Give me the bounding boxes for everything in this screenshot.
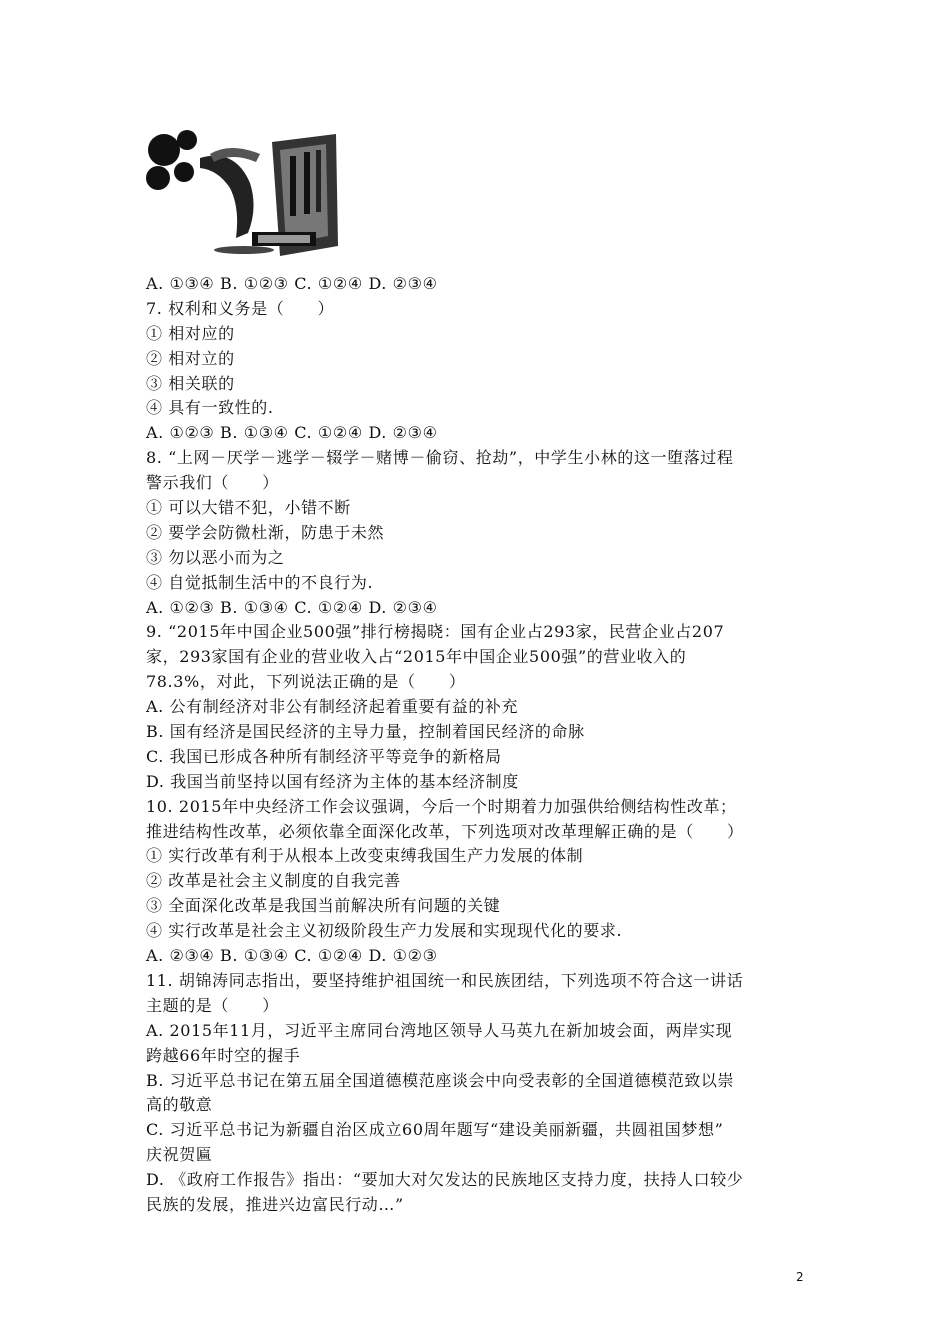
text-line: A. 公有制经济对非公有制经济起着重要有益的补充 bbox=[146, 697, 519, 717]
cartoon-illustration-icon bbox=[140, 128, 340, 260]
text-line: A. 2015年11月，习近平主席同台湾地区领导人马英九在新加坡会面，两岸实现 bbox=[146, 1020, 733, 1040]
text-line: 警示我们（ ） bbox=[146, 473, 279, 493]
text-line: ② 要学会防微杜渐，防患于未然 bbox=[146, 522, 385, 542]
text-line: 8. “上网－厌学－逃学－辍学－赌博－偷窃、抢劫”，中学生小林的这一堕落过程 bbox=[146, 448, 734, 468]
text-line: 家，293家国有企业的营业收入占“2015年中国企业500强”的营业收入的 bbox=[146, 647, 687, 667]
text-line: ③ 相关联的 bbox=[146, 373, 235, 393]
text-line: A. ①③④ B. ①②③ C. ①②④ D. ②③④ bbox=[146, 274, 438, 293]
text-line: 10. 2015年中央经济工作会议强调，今后一个时期着力加强供给侧结构性改革； bbox=[146, 796, 737, 816]
text-line: C. 我国已形成各种所有制经济平等竞争的新格局 bbox=[146, 746, 502, 766]
text-line: 主题的是（ ） bbox=[146, 995, 279, 1015]
text-line: ③ 全面深化改革是我国当前解决所有问题的关键 bbox=[146, 896, 501, 916]
text-line: 民族的发展，推进兴边富民行动…” bbox=[146, 1194, 404, 1214]
text-line: 推进结构性改革，必须依靠全面深化改革，下列选项对改革理解正确的是（ ） bbox=[146, 821, 744, 841]
text-line: 庆祝贺匾 bbox=[146, 1145, 213, 1165]
question-text bbox=[146, 272, 816, 1218]
text-line: D. 我国当前坚持以国有经济为主体的基本经济制度 bbox=[146, 771, 519, 791]
text-line: ④ 实行改革是社会主义初级阶段生产力发展和实现现代化的要求. bbox=[146, 921, 623, 941]
text-line: 11. 胡锦涛同志指出，要坚持维护祖国统一和民族团结，下列选项不符合这一讲话 bbox=[146, 970, 744, 990]
text-line: ④ 具有一致性的. bbox=[146, 398, 274, 418]
text-line: ② 相对立的 bbox=[146, 348, 235, 368]
text-line: 7. 权利和义务是（ ） bbox=[146, 298, 335, 318]
text-line: A. ②③④ B. ①③④ C. ①②④ D. ①②③ bbox=[146, 946, 438, 966]
text-line: ① 相对应的 bbox=[146, 323, 235, 343]
text-line: 跨越66年时空的握手 bbox=[146, 1045, 301, 1065]
text-line: ③ 勿以恶小而为之 bbox=[146, 547, 285, 567]
text-line: A. ①②③ B. ①③④ C. ①②④ D. ②③④ bbox=[146, 597, 438, 617]
text-line: ④ 自觉抵制生活中的不良行为. bbox=[146, 572, 374, 592]
text-line: 78.3%，对此，下列说法正确的是（ ） bbox=[146, 672, 466, 692]
text-line: B. 国有经济是国民经济的主导力量，控制着国民经济的命脉 bbox=[146, 722, 585, 742]
text-line: B. 习近平总书记在第五届全国道德模范座谈会中向受表彰的全国道德模范致以崇 bbox=[146, 1070, 735, 1090]
page-number: 2 bbox=[796, 1270, 804, 1284]
text-line: 高的敬意 bbox=[146, 1095, 213, 1115]
text-line: D. 《政府工作报告》指出：“要加大对欠发达的民族地区支持力度，扶持人口较少 bbox=[146, 1170, 744, 1190]
text-line: 9. “2015年中国企业500强”排行榜揭晓：国有企业占293家，民营企业占207 bbox=[146, 622, 725, 642]
text-line: ② 改革是社会主义制度的自我完善 bbox=[146, 871, 401, 891]
text-line: ① 可以大错不犯，小错不断 bbox=[146, 498, 351, 518]
text-line: ① 实行改革有利于从根本上改变束缚我国生产力发展的体制 bbox=[146, 846, 584, 866]
text-line: A. ①②③ B. ①③④ C. ①②④ D. ②③④ bbox=[146, 423, 438, 443]
text-line: C. 习近平总书记为新疆自治区成立60周年题写“建设美丽新疆，共圆祖国梦想” bbox=[146, 1120, 724, 1140]
